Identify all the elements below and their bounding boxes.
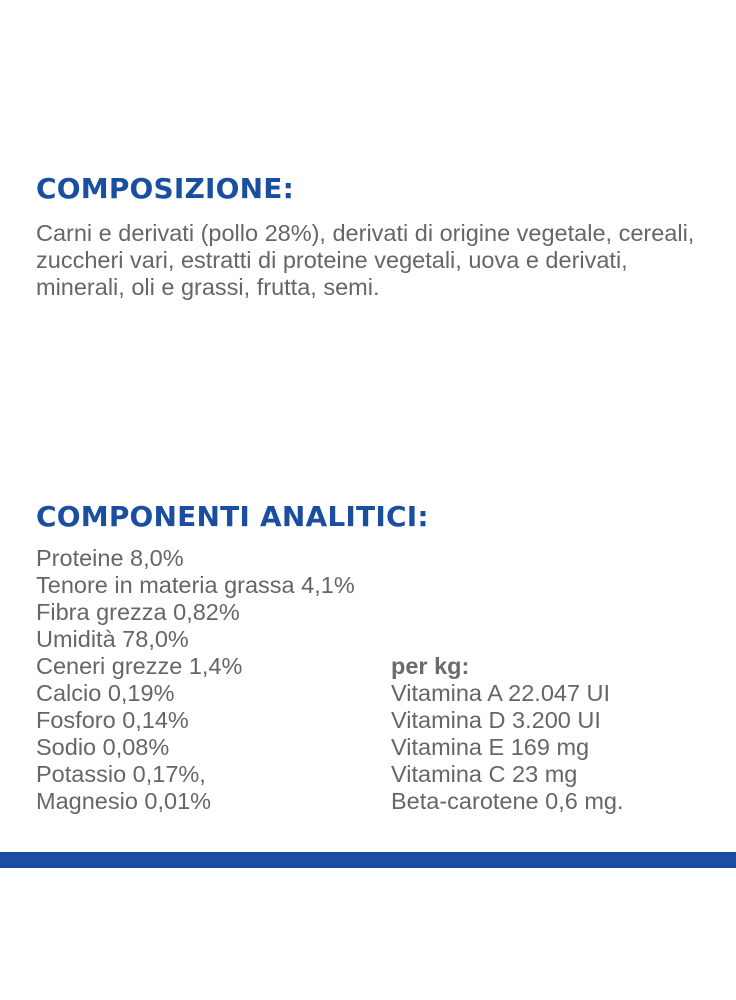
analytic-item-sodium: Sodio 0,08% [36, 734, 170, 760]
vitamin-item-e: Vitamina E 169 mg [391, 734, 590, 760]
analytic-item-phosphorus: Fosforo 0,14% [36, 707, 189, 733]
vitamins-list [391, 680, 624, 815]
analytic-item-magnesium: Magnesio 0,01% [36, 788, 212, 814]
vitamin-item-c: Vitamina C 23 mg [391, 761, 578, 787]
analytic-components-heading: COMPONENTI ANALITICI: [36, 500, 429, 533]
analytic-item-ash: Ceneri grezze 1,4% [36, 653, 243, 679]
vitamin-item-beta-carotene: Beta-carotene 0,6 mg. [391, 788, 624, 814]
composition-text: Carni e derivati (pollo 28%), derivati di origine vegetale, cereali, zuccheri vari, estratti di proteine vegetali, uova e derivati, minerali, oli e grassi, frutta, semi. [36, 220, 695, 300]
analytic-item-potassium: Potassio 0,17%, [36, 761, 206, 787]
analytic-item-moisture: Umidità 78,0% [36, 626, 189, 652]
analytic-item-fiber: Fibra grezza 0,82% [36, 599, 240, 625]
vitamins-block [391, 653, 624, 815]
analytic-item-protein: Proteine 8,0% [36, 545, 184, 571]
analytic-item-calcium: Calcio 0,19% [36, 680, 175, 706]
composition-heading: COMPOSIZIONE: [36, 172, 295, 205]
footer-accent-bar [0, 852, 736, 868]
analytic-item-fat: Tenore in materia grassa 4,1% [36, 572, 355, 598]
vitamin-item-d: Vitamina D 3.200 UI [391, 707, 601, 733]
analytic-components-list [36, 545, 355, 815]
vitamins-title: per kg: [391, 653, 470, 679]
vitamin-item-a: Vitamina A 22.047 UI [391, 680, 611, 706]
